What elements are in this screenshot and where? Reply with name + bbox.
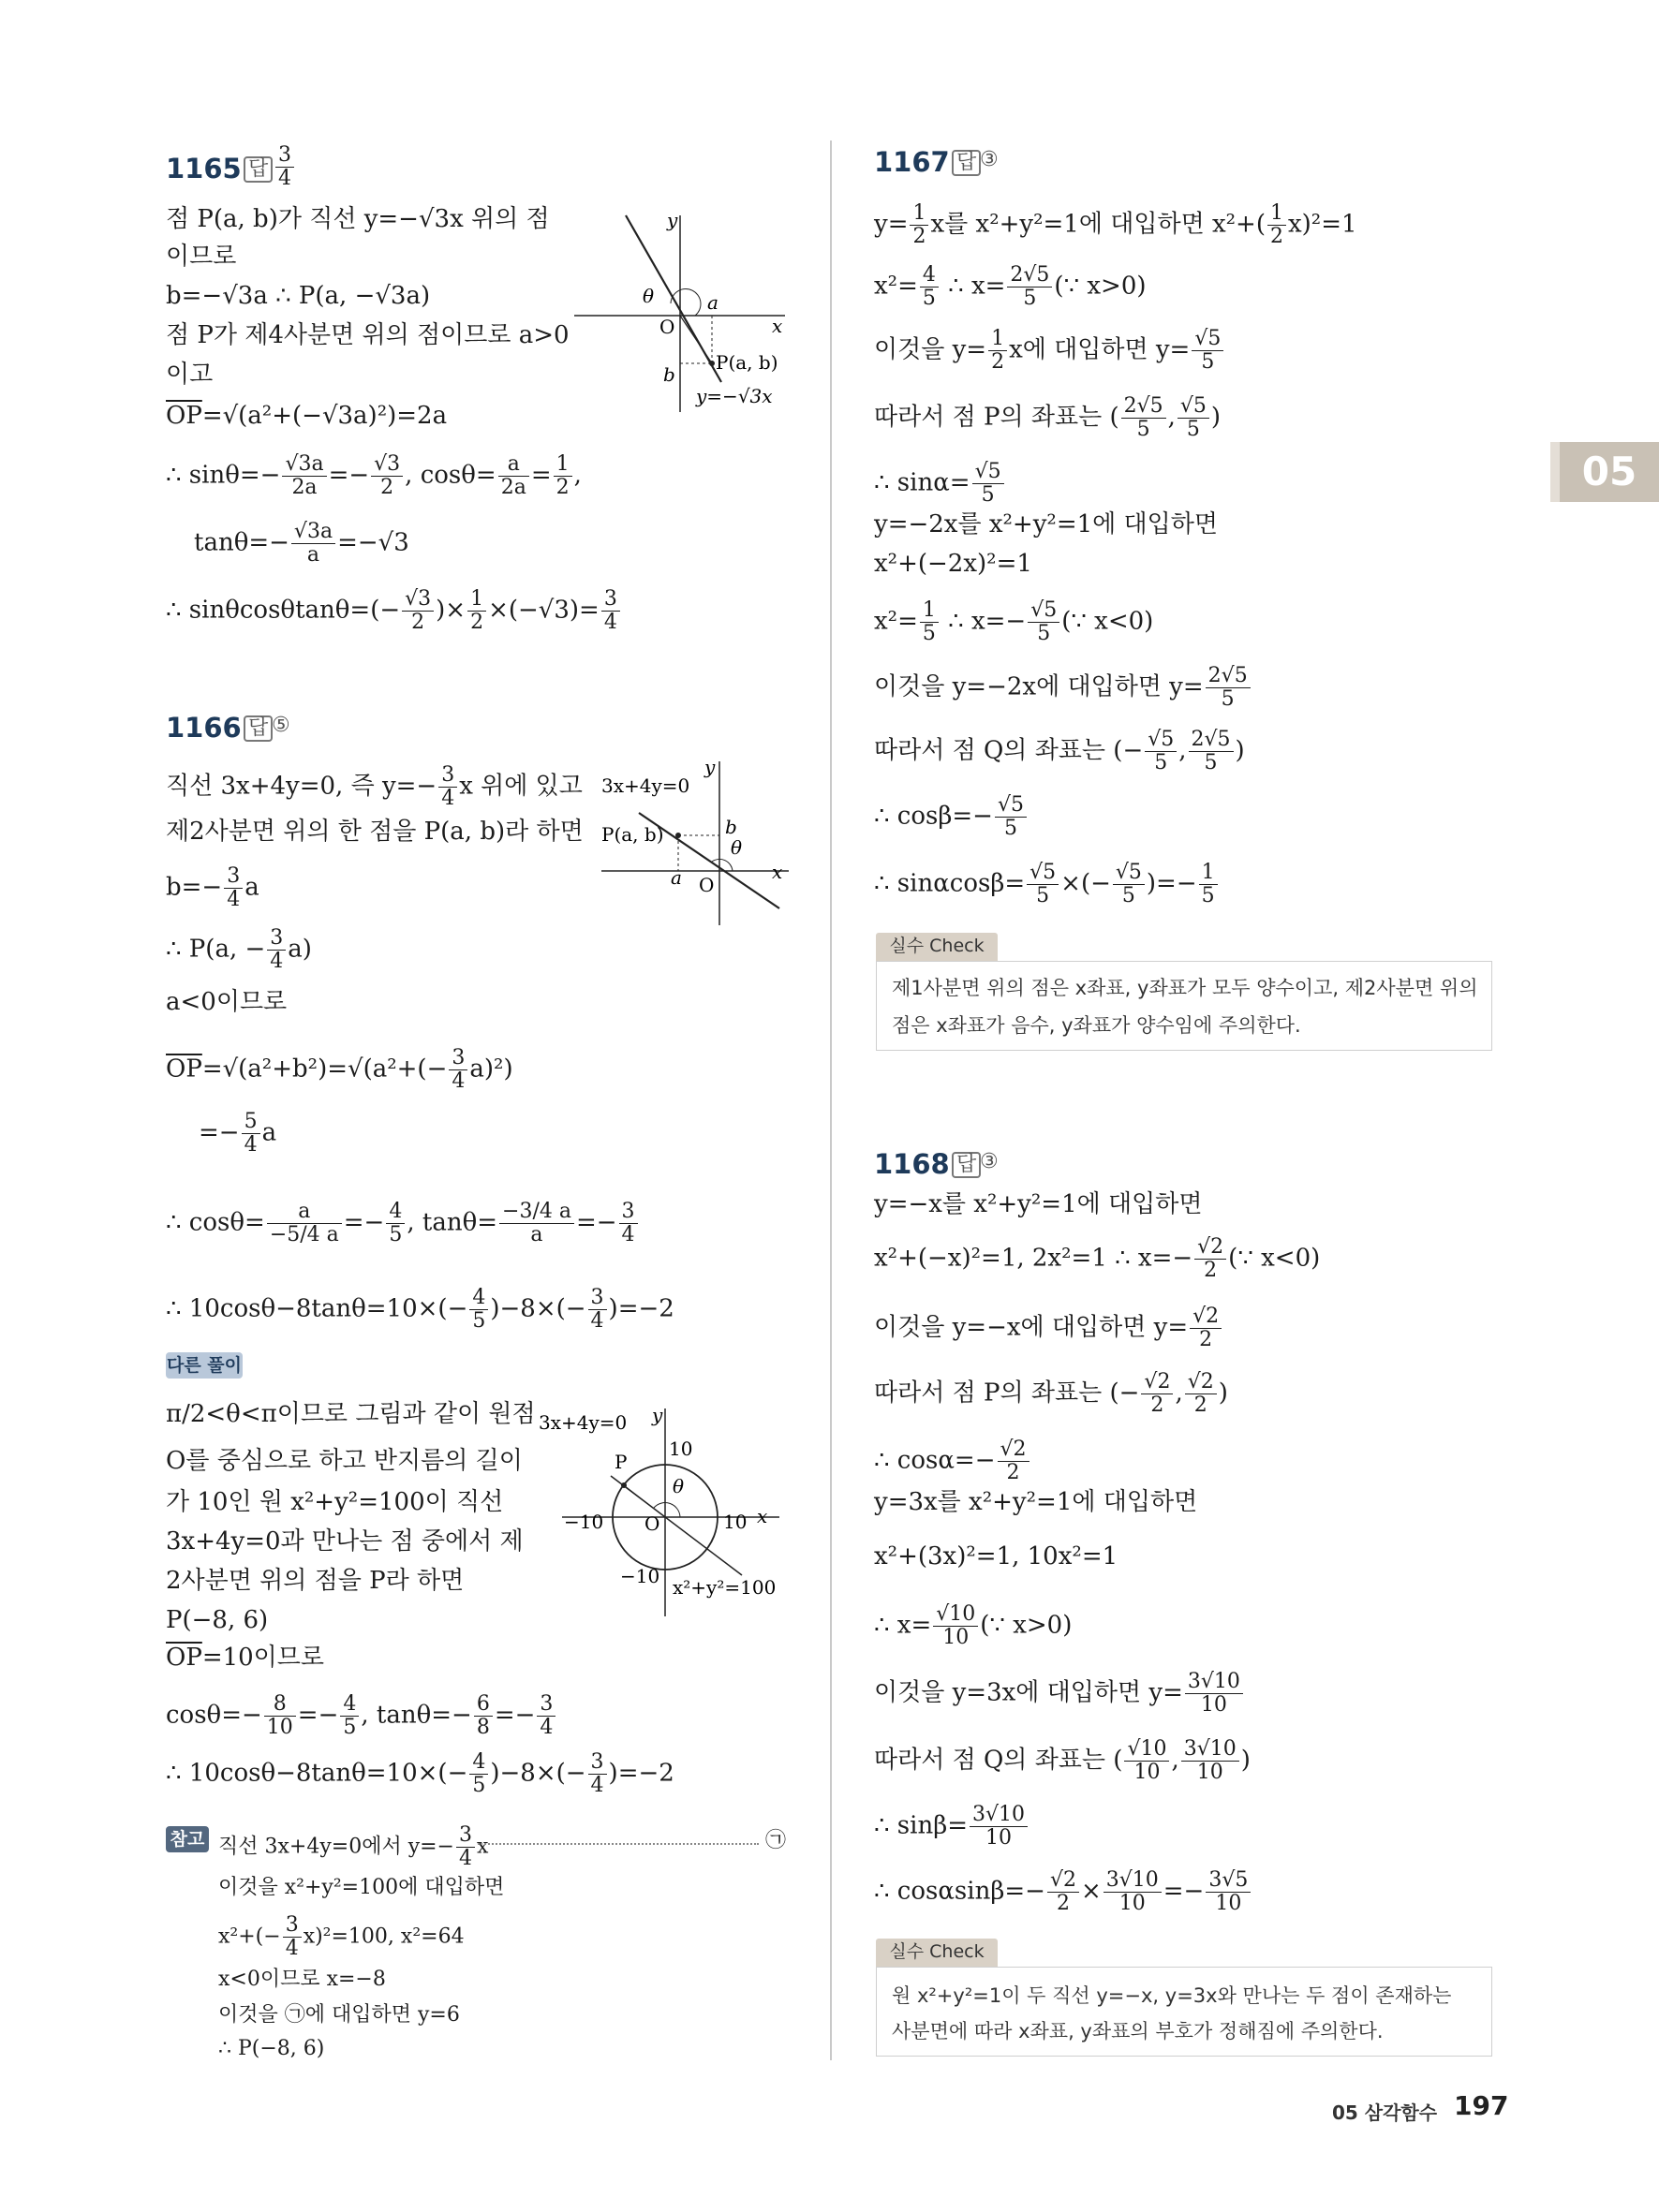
solution-line: 이것을 y=−x에 대입하면 y= $\frac{√2}{2}$: [874, 1305, 1223, 1351]
solution-line: 따라서 점 P의 좌표는 ( $\frac{2√5}{5}$ , $\frac{√5}{5}$ ): [874, 394, 1222, 441]
point-p: [675, 833, 681, 838]
chapter-tab: [1560, 442, 1659, 502]
reference-line: 이것을 x²+y²=100에 대입하면: [218, 1876, 505, 1899]
y-label: y: [704, 757, 716, 778]
origin-label: O: [699, 874, 715, 896]
chapter-number: 05: [1581, 449, 1637, 494]
problem-number: 1168: [874, 1148, 950, 1180]
x-label: x: [772, 861, 783, 883]
solution-line: ∴ x= $\frac{√10}{10}$ (∵ x>0): [874, 1602, 1073, 1649]
alt-solution-tag: 다른 풀이: [166, 1352, 243, 1379]
check-tag: 실수 Check: [876, 1939, 998, 1967]
answer-label: 답: [244, 156, 273, 183]
line-label: y=−√3x: [696, 385, 773, 407]
solution-line: 이것을 y= $\frac{1}{2}$ x에 대입하면 y= $\frac{√5}{5}$: [874, 328, 1225, 374]
solution-line: 가 10인 원 x²+y²=100이 직선: [166, 1488, 504, 1516]
column-divider: [830, 140, 832, 2060]
y-label: y: [667, 209, 678, 231]
solution-line: $\overline{OP}=√(a^2+b^2)=√(a^2+(-$ $\frac{3}{4}$ a)²): [166, 1046, 513, 1093]
solution-line: tanθ=− $\frac{√3a}{a}$ =−√3: [194, 520, 409, 567]
b-label: b: [663, 363, 675, 386]
reference-line: ∴ P(−8, 6): [218, 2037, 325, 2060]
reference-marker: ㉠: [765, 1829, 787, 1852]
theta-label: θ: [643, 285, 655, 307]
solution-line: ∴ 10cosθ−8tanθ=10×(− $\frac{4}{5}$ )−8×(− $\frac{3}{4}$ )=−2: [166, 1750, 674, 1797]
reference-tag: 참고: [166, 1826, 209, 1852]
solution-line: 직선 3x+4y=0, 즉 y=− $\frac{3}{4}$ x 위에 있고: [166, 763, 583, 810]
solution-line: y= $\frac{1}{2}$ x를 x²+y²=1에 대입하면 x²+( $\frac{1}{2}$ x)²=1: [874, 201, 1357, 248]
solution-line: 이것을 y=3x에 대입하면 y= $\frac{3√10}{10}$: [874, 1671, 1245, 1717]
check-line: 제1사분면 위의 점은 x좌표, y좌표가 모두 양수이고, 제2사분면 위의: [892, 977, 1478, 999]
solution-line: 점 P(a, b)가 직선 y=−√3x 위의 점: [166, 205, 550, 233]
answer-label: 답: [244, 715, 273, 742]
solution-line: $\overline{OP}=√(a^2+(-√3a)^2)=2a$: [166, 402, 448, 430]
point-p: [709, 361, 715, 366]
tick-bottom: −10: [620, 1565, 660, 1587]
solution-line: ∴ cosβ=− $\frac{√5}{5}$: [874, 794, 1029, 840]
point-p-label: P: [615, 1451, 628, 1473]
a-label: a: [671, 866, 682, 889]
solution-line: 따라서 점 Q의 좌표는 ( $\frac{√10}{10}$ , $\frac{3√10}{10}$ ): [874, 1737, 1251, 1784]
solution-line: 따라서 점 P의 좌표는 (− $\frac{√2}{2}$ , $\frac{√2}{2}$ ): [874, 1370, 1228, 1417]
solution-line: =− $\frac{5}{4}$ a: [199, 1110, 277, 1157]
check-line: 원 x²+y²=1이 두 직선 y=−x, y=3x와 만나는 두 점이 존재하는: [892, 1984, 1452, 2007]
theta-label: θ: [673, 1475, 685, 1497]
check-line: 점은 x좌표가 음수, y좌표가 양수임에 주의한다.: [892, 1014, 1301, 1037]
solution-line: 따라서 점 Q의 좌표는 (− $\frac{√5}{5}$ , $\frac{2√5}{5}$ ): [874, 728, 1245, 774]
dotted-leader: [478, 1843, 759, 1845]
solution-line: 이것을 y=−2x에 대입하면 y= $\frac{2√5}{5}$: [874, 665, 1252, 711]
answer-choice: ③: [980, 148, 999, 171]
tick-left: −10: [564, 1511, 604, 1533]
point-p: [621, 1482, 627, 1488]
solution-line: P(−8, 6): [166, 1606, 269, 1634]
tick-top: 10: [669, 1438, 693, 1460]
footer-section: 05 삼각함수: [1332, 2101, 1438, 2124]
page-number: 197: [1454, 2090, 1509, 2121]
answer-fraction: $\frac{3}{4}$: [275, 144, 294, 190]
segment-op: [680, 316, 712, 363]
figure-1166: [592, 757, 798, 935]
line-label: 3x+4y=0: [601, 774, 690, 797]
solution-line: ∴ sinθcosθtanθ=(− $\frac{√3}{2}$ )× $\frac{1}{2}$ ×(−√3)= $\frac{3}{4}$: [166, 588, 622, 634]
reference-line: 직선 3x+4y=0에서 y=− $\frac{3}{4}$ x: [218, 1823, 489, 1870]
solution-line: 이고: [166, 361, 214, 389]
answer-choice: ⑤: [272, 714, 290, 737]
origin-label: O: [644, 1512, 660, 1535]
solution-line: 점 P가 제4사분면 위의 점이므로 a>0: [166, 321, 570, 349]
problem-number: 1167: [874, 146, 950, 178]
solution-line: $\overline{OP}=10$이므로: [166, 1644, 325, 1672]
line-label: 3x+4y=0: [539, 1411, 628, 1434]
point-p-label: P(a, b): [716, 351, 778, 374]
x-label: x: [757, 1505, 768, 1527]
answer-choice: ③: [980, 1150, 999, 1173]
a-label: a: [707, 291, 718, 314]
solution-line: b=−√3a ∴ P(a, −√3a): [166, 282, 431, 310]
check-tag: 실수 Check: [876, 933, 998, 961]
solution-line: x²+(−x)²=1, 2x²=1 ∴ x=− $\frac{√2}{2}$ (∵ x<0): [874, 1235, 1321, 1282]
solution-line: ∴ sinα= $\frac{√5}{5}$: [874, 461, 1006, 507]
solution-line: ∴ cosαsinβ=− $\frac{√2}{2}$ × $\frac{3√10}{10}$ =− $\frac{3√5}{10}$: [874, 1869, 1252, 1915]
answer-label: 답: [952, 150, 981, 176]
solution-line: ∴ sinβ= $\frac{3√10}{10}$: [874, 1804, 1029, 1850]
reference-line: 이것을 ㉠에 대입하면 y=6: [218, 2003, 460, 2027]
y-label: y: [652, 1404, 663, 1426]
solution-line: x²= $\frac{1}{5}$ ∴ x=− $\frac{√5}{5}$ (∵ x<0): [874, 598, 1154, 645]
answer-label: 답: [952, 1152, 981, 1178]
solution-line: π/2<θ<π이므로 그림과 같이 원점: [166, 1400, 536, 1428]
figure-1165: [570, 206, 794, 421]
tick-right: 10: [723, 1511, 748, 1533]
point-p-label: P(a, b): [601, 823, 664, 846]
solution-line: b=− $\frac{3}{4}$ a: [166, 864, 259, 911]
solution-line: ∴ 10cosθ−8tanθ=10×(− $\frac{4}{5}$ )−8×(− $\frac{3}{4}$ )=−2: [166, 1286, 674, 1333]
problem-number: 1166: [166, 712, 242, 744]
circle-label: x²+y²=100: [673, 1576, 777, 1599]
solution-line: x²+(−2x)²=1: [874, 550, 1032, 578]
solution-line: 3x+4y=0과 만나는 점 중에서 제: [166, 1527, 524, 1556]
solution-line: x²= $\frac{4}{5}$ ∴ x= $\frac{2√5}{5}$ (∵ x>0): [874, 263, 1147, 310]
theta-label: θ: [731, 836, 743, 859]
solution-line: cosθ=− $\frac{8}{10}$ =− $\frac{4}{5}$ , tanθ=− $\frac{6}{8}$ =− $\frac{3}{4}$: [166, 1693, 557, 1739]
solution-line: y=−x를 x²+y²=1에 대입하면: [874, 1190, 1203, 1218]
figure-1166-alt: [534, 1401, 787, 1626]
reference-line: x<0이므로 x=−8: [218, 1968, 386, 1991]
solution-line: ∴ cosθ= $\frac{a}{-5/4 a}$ =− $\frac{4}{5}$ , tanθ= $\frac{-3/4 a}{a}$ =− $\frac{3}{4}$: [166, 1201, 640, 1246]
solution-line: ∴ sinθ=− $\frac{√3a}{2a}$ =− $\frac{√3}{2}$ , cosθ= $\frac{a}{2a}$ = $\frac{1}{2}$ ,: [166, 452, 582, 499]
solution-line: x²+(3x)²=1, 10x²=1: [874, 1542, 1118, 1571]
problem-number: 1165: [166, 153, 242, 184]
x-label: x: [772, 315, 783, 337]
solution-line: 이므로: [166, 243, 237, 271]
solution-line: y=−2x를 x²+y²=1에 대입하면: [874, 510, 1218, 538]
origin-label: O: [659, 316, 675, 338]
solution-line: ∴ cosα=− $\frac{√2}{2}$: [874, 1438, 1031, 1484]
solution-line: y=3x를 x²+y²=1에 대입하면: [874, 1488, 1198, 1516]
b-label: b: [725, 816, 737, 838]
solution-line: a<0이므로: [166, 988, 288, 1016]
solution-line: 제2사분면 위의 한 점을 P(a, b)라 하면: [166, 818, 584, 846]
check-line: 사분면에 따라 x좌표, y좌표의 부호가 정해짐에 주의한다.: [892, 2020, 1384, 2042]
solution-line: 2사분면 위의 점을 P라 하면: [166, 1567, 465, 1595]
solution-line: O를 중심으로 하고 반지름의 길이: [166, 1447, 523, 1475]
reference-line: x²+(− $\frac{3}{4}$ x)²=100, x²=64: [218, 1913, 465, 1960]
solution-line: ∴ P(a, − $\frac{3}{4}$ a): [166, 926, 312, 973]
solution-line: ∴ sinαcosβ= $\frac{√5}{5}$ ×(− $\frac{√5}{5}$ )=− $\frac{1}{5}$: [874, 862, 1220, 907]
